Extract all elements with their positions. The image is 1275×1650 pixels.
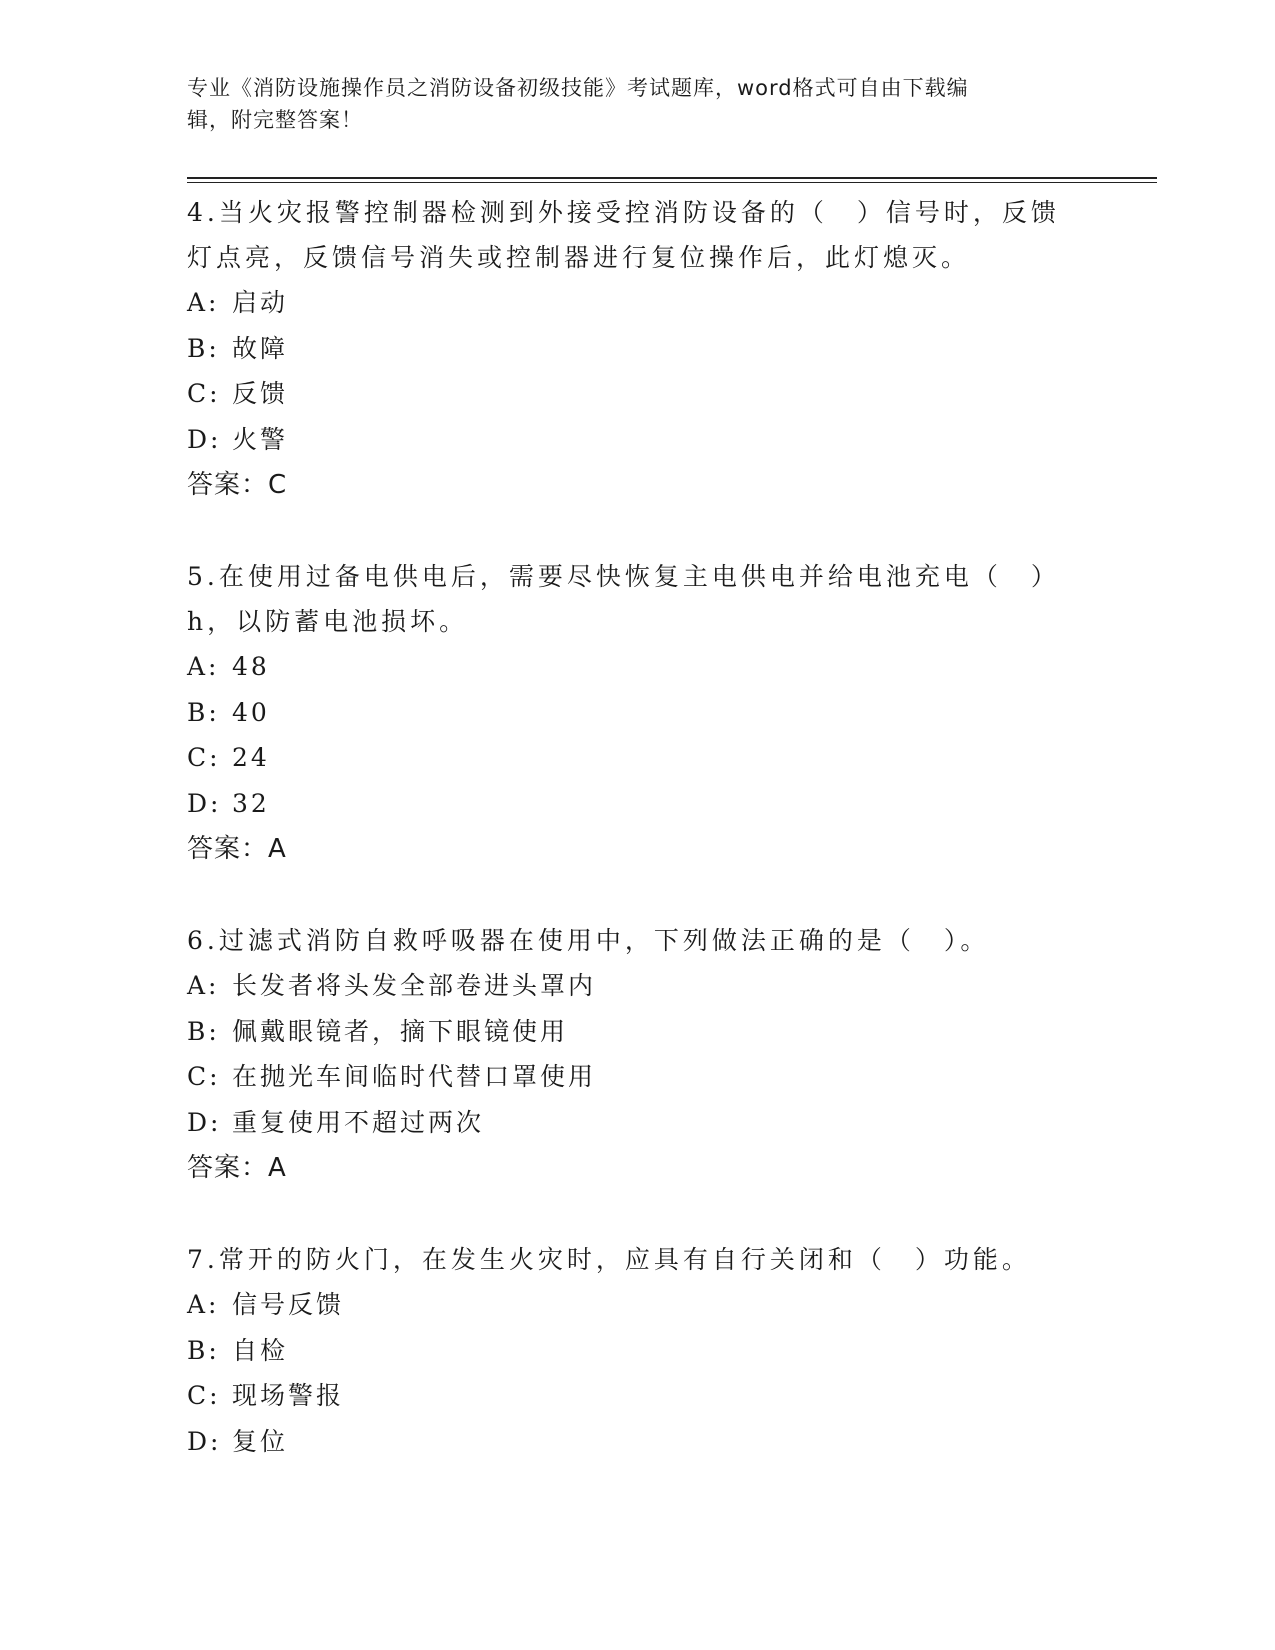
option-text: 长发者将头发全部卷进头罩内 <box>232 971 597 1000</box>
header-divider-thin <box>187 182 1157 183</box>
option-key: B: <box>187 1016 220 1046</box>
option-text: 48 <box>232 652 270 681</box>
option-text: 32 <box>232 788 270 818</box>
question-stem: 5.在使用过备电供电后，需要尽快恢复主电供电并给电池充电（ ）h，以防蓄电池损坏。 <box>187 562 1060 636</box>
option-text: 24 <box>232 743 270 772</box>
header-divider-thick <box>187 177 1157 179</box>
option-key: B: <box>187 697 220 727</box>
question-5 <box>187 554 1087 872</box>
answer-line: 答案：A <box>187 1153 287 1183</box>
option-c <box>187 371 1087 417</box>
question-stem: 6.过滤式消防自救呼吸器在使用中，下列做法正确的是（ ）。 <box>187 926 990 955</box>
option-c <box>187 1373 1087 1419</box>
question-6 <box>187 918 1087 1191</box>
option-d <box>187 1100 1087 1146</box>
question-list <box>187 190 1087 1510</box>
question-7 <box>187 1237 1087 1464</box>
option-key: B: <box>187 333 220 363</box>
option-text: 40 <box>232 697 270 727</box>
option-text: 现场警报 <box>232 1381 345 1410</box>
option-key: A: <box>187 652 220 681</box>
answer-line: 答案：C <box>187 470 288 500</box>
option-b <box>187 690 1087 736</box>
option-text: 复位 <box>232 1426 289 1456</box>
option-key: C: <box>187 379 221 408</box>
document-header <box>187 72 1067 136</box>
option-a <box>187 280 1087 326</box>
option-text: 火警 <box>232 424 289 454</box>
answer-line: 答案：A <box>187 834 287 864</box>
question-4 <box>187 190 1087 508</box>
option-key: A: <box>187 1290 220 1319</box>
option-b <box>187 1328 1087 1374</box>
option-key: D: <box>187 424 222 454</box>
option-a <box>187 963 1087 1009</box>
option-a <box>187 644 1087 690</box>
option-key: C: <box>187 743 221 772</box>
option-key: D: <box>187 1107 222 1137</box>
header-line-2: 辑，附完整答案！ <box>187 108 363 132</box>
option-key: A: <box>187 971 220 1000</box>
option-key: C: <box>187 1062 221 1091</box>
option-d <box>187 417 1087 463</box>
option-c <box>187 735 1087 781</box>
option-b <box>187 1009 1087 1055</box>
option-a <box>187 1282 1087 1328</box>
option-key: C: <box>187 1381 221 1410</box>
option-key: A: <box>187 288 220 317</box>
option-text: 自检 <box>232 1335 289 1365</box>
option-b <box>187 326 1087 372</box>
option-d <box>187 1419 1087 1465</box>
option-text: 信号反馈 <box>232 1290 345 1319</box>
question-stem: 7.常开的防火门，在发生火灾时，应具有自行关闭和（ ）功能。 <box>187 1245 1031 1274</box>
question-stem: 4.当火灾报警控制器检测到外接受控消防设备的（ ）信号时，反馈灯点亮，反馈信号消失或控制器进行复位操作后，此灯熄灭。 <box>187 198 1060 272</box>
option-text: 在抛光车间临时代替口罩使用 <box>232 1062 597 1091</box>
option-text: 故障 <box>232 333 289 363</box>
option-text: 佩戴眼镜者，摘下眼镜使用 <box>232 1016 569 1046</box>
option-d <box>187 781 1087 827</box>
option-key: D: <box>187 788 222 818</box>
option-text: 重复使用不超过两次 <box>232 1107 485 1137</box>
option-text: 启动 <box>232 288 289 317</box>
option-c <box>187 1054 1087 1100</box>
option-text: 反馈 <box>232 379 289 408</box>
option-key: B: <box>187 1335 220 1365</box>
header-line-1: 专业《消防设施操作员之消防设备初级技能》考试题库，word格式可自由下载编 <box>187 76 969 100</box>
option-key: D: <box>187 1426 222 1456</box>
